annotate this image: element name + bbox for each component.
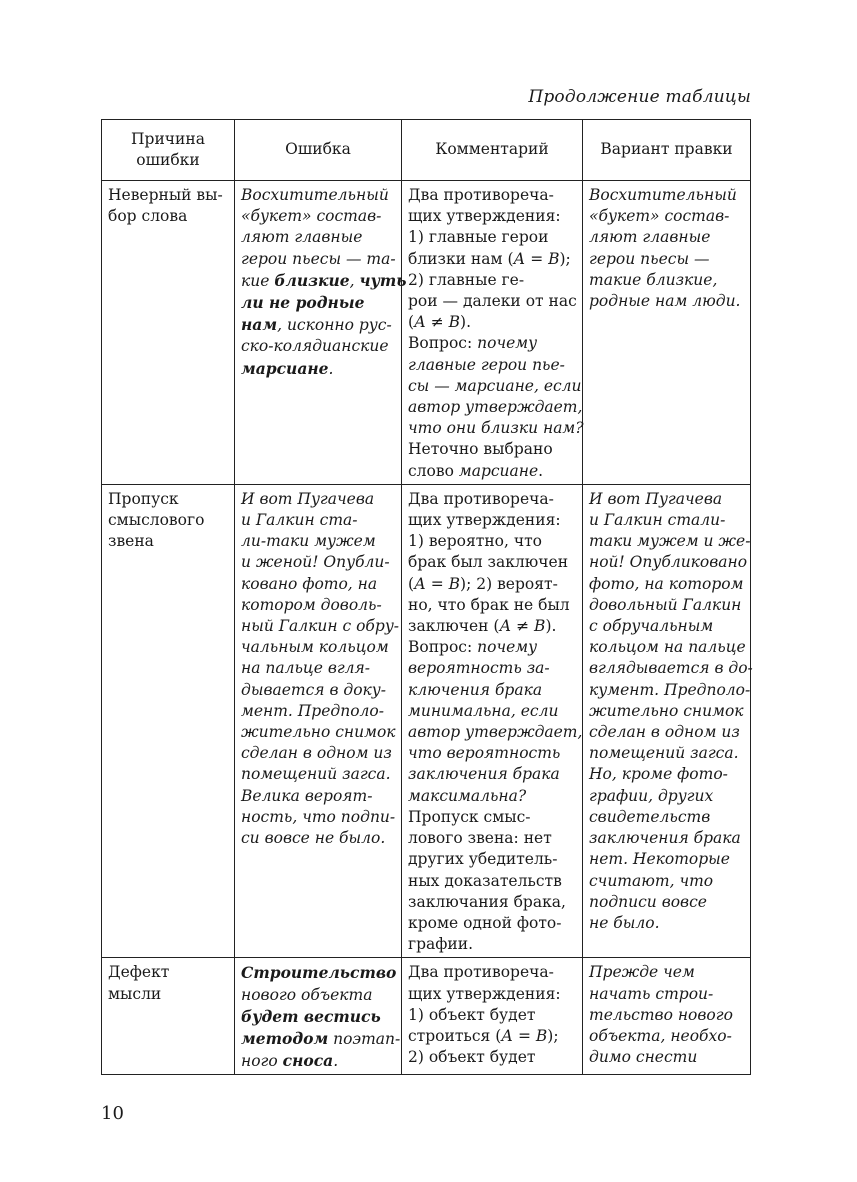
text-line (408, 984, 576, 1005)
text-line (589, 185, 744, 206)
cell-cause (102, 958, 235, 1075)
cell-comment (402, 484, 583, 957)
text-segment: ≠ (425, 313, 449, 332)
text-segment: Два противореча- (408, 963, 554, 982)
text-segment: графии, других (589, 786, 714, 805)
header-fix: Вариант правки (583, 120, 751, 181)
cell-error (235, 958, 402, 1075)
cell-cause (102, 484, 235, 957)
text-segment: ных доказательств (408, 871, 562, 890)
text-segment: сделан в одном из (589, 723, 740, 742)
text-line (408, 291, 576, 312)
text-line (589, 892, 744, 913)
text-segment: что они близки нам? (408, 419, 584, 438)
text-line (408, 616, 576, 637)
text-segment: ); (547, 1026, 559, 1045)
text-segment: . (538, 461, 544, 480)
text-line: Дефект (108, 963, 170, 982)
text-segment: герои пьесы — (589, 249, 710, 268)
text-segment: 1) главные герои (408, 228, 549, 247)
text-line (589, 786, 744, 807)
text-segment: В (535, 1026, 548, 1045)
cell-cause (102, 181, 235, 485)
text-line: звена (108, 532, 154, 551)
text-segment: подписи вовсе (589, 892, 707, 911)
text-segment: , исконно рус- (277, 316, 392, 335)
text-line (241, 595, 395, 616)
text-line (589, 270, 744, 291)
text-segment: «букет» состав- (241, 207, 382, 226)
text-segment: свидетельств (589, 807, 711, 826)
text-segment: кумент. Предполо- (589, 680, 751, 699)
text-line (589, 616, 744, 637)
text-segment: почему (477, 638, 538, 657)
text-line (589, 595, 744, 616)
text-segment: Неточно выбрано (408, 440, 553, 459)
text-line (589, 807, 744, 828)
text-segment: ); 2) вероят- (460, 574, 558, 593)
text-segment: В (448, 574, 461, 593)
text-line (408, 574, 576, 595)
text-line (589, 849, 744, 870)
text-segment: ной! Опубликовано (589, 553, 748, 572)
text-segment: вглядывается в до- (589, 659, 753, 678)
text-line (241, 807, 395, 828)
text-segment: А (513, 249, 526, 268)
text-line (241, 722, 395, 743)
text-line (408, 439, 576, 460)
text-line (589, 552, 748, 573)
text-segment: близки нам ( (408, 249, 514, 268)
cell-error (235, 181, 407, 485)
text-line (408, 1005, 576, 1026)
text-segment: графии. (408, 935, 474, 954)
text-line (589, 722, 744, 743)
text-segment: А (499, 617, 512, 636)
cell-fix (583, 181, 751, 485)
text-line (589, 1047, 744, 1068)
cell-fix (583, 958, 751, 1075)
text-segment: ляют главные (241, 228, 363, 247)
text-line: Неверный вы- (108, 186, 223, 204)
cell-comment (402, 958, 583, 1075)
text-segment: сделан в одном из (241, 744, 392, 763)
text-line (589, 828, 744, 849)
text-segment: Велика вероят- (241, 786, 373, 805)
text-segment: и Галкин ста- (241, 511, 358, 530)
text-segment: Два противореча- (408, 489, 554, 508)
text-line (408, 227, 576, 248)
text-segment: марсиане (458, 461, 539, 480)
text-line (241, 680, 395, 701)
text-segment: ность, что подпи- (241, 807, 396, 826)
text-line (241, 701, 395, 722)
text-segment: Строительство (241, 963, 397, 983)
text-segment: на пальце вгля- (241, 659, 371, 678)
text-line (408, 962, 576, 983)
text-line (241, 185, 395, 206)
text-segment: В (548, 249, 560, 268)
table-row (102, 484, 751, 957)
text-line (589, 249, 744, 270)
text-line (408, 531, 576, 552)
text-segment: ковано фото, на (241, 574, 378, 593)
text-segment: , (349, 271, 360, 290)
text-line (408, 1026, 576, 1047)
text-segment: помещений загса. (241, 765, 391, 784)
text-segment: 1) объект будет (408, 1005, 536, 1024)
text-segment: А (501, 1026, 514, 1045)
text-segment: Прежде чем (589, 963, 695, 982)
text-line (408, 913, 576, 934)
text-line (408, 249, 576, 270)
text-line (589, 1026, 744, 1047)
text-segment: Вопрос: (408, 334, 478, 353)
text-segment: щих утверждения: (408, 984, 561, 1003)
text-line (589, 637, 744, 658)
text-segment: ( (408, 313, 415, 332)
text-line (241, 786, 395, 807)
text-segment: жительно снимок (589, 701, 744, 720)
text-line (408, 355, 576, 376)
text-line (241, 336, 395, 357)
text-line (408, 333, 576, 354)
text-segment: И вот Пугачева (589, 489, 723, 508)
text-line (241, 658, 395, 679)
text-line (408, 934, 576, 955)
text-line (241, 489, 395, 510)
text-segment: 2) объект будет (408, 1048, 536, 1067)
text-line (408, 701, 576, 722)
cell-comment (402, 181, 583, 485)
text-line: мысли (108, 984, 162, 1003)
text-segment: считают, что (589, 871, 714, 890)
text-segment: ляют главные (589, 228, 711, 247)
text-line (408, 461, 576, 482)
text-segment: И вот Пугачева (241, 489, 375, 508)
text-segment: будет вестись (241, 1006, 381, 1026)
text-segment: = (525, 249, 549, 268)
text-segment: вероятность за- (408, 659, 550, 678)
text-line (589, 962, 744, 983)
text-segment: довольный Галкин (589, 595, 742, 614)
text-segment: лового звена: нет (408, 829, 552, 848)
text-line: Пропуск (108, 489, 179, 508)
text-segment: таки мужем и же- (589, 532, 751, 551)
text-segment: и Галкин стали- (589, 511, 726, 530)
text-segment: Восхитительный (589, 186, 737, 204)
text-segment: родные нам люди. (589, 292, 741, 311)
text-line (241, 227, 395, 248)
text-segment: не было. (589, 913, 660, 932)
text-segment: тельство нового (589, 1005, 733, 1024)
text-line (589, 574, 744, 595)
header-error: Ошибка (235, 120, 402, 181)
text-line (241, 206, 395, 227)
page-number: 10 (101, 1103, 124, 1124)
text-segment: В (534, 617, 546, 636)
text-segment: ). (460, 313, 472, 332)
text-segment: кроме одной фото- (408, 913, 562, 932)
text-line (241, 249, 395, 270)
text-segment: 2) главные ге- (408, 270, 525, 289)
text-segment: такие близкие, (589, 270, 718, 289)
text-line (408, 397, 583, 418)
text-segment: А (414, 574, 426, 593)
text-line (241, 510, 395, 531)
text-line (241, 637, 395, 658)
text-segment: ско-колядианские (241, 337, 389, 356)
text-segment: строиться ( (408, 1026, 502, 1045)
text-line (408, 892, 576, 913)
text-line (408, 828, 576, 849)
text-segment: мент. Предполо- (241, 701, 384, 720)
text-segment: щих утверждения: (408, 511, 561, 530)
text-line (241, 292, 395, 314)
text-segment: начать строи- (589, 984, 714, 1003)
text-line (241, 1028, 401, 1050)
text-segment: брак был заключен (408, 553, 569, 572)
text-segment: и женой! Опубли- (241, 553, 390, 572)
text-segment: других убедитель- (408, 850, 558, 869)
text-line (589, 291, 744, 312)
text-segment: рои — далеки от нас (408, 292, 577, 311)
text-line (589, 531, 751, 552)
text-line (589, 489, 744, 510)
text-line (408, 1047, 576, 1068)
errors-table (101, 119, 751, 1075)
text-segment: нет. Некоторые (589, 850, 730, 869)
text-segment: . (333, 1052, 339, 1071)
text-line (589, 680, 751, 701)
text-segment: что вероятность (408, 744, 561, 763)
text-line (408, 595, 576, 616)
text-segment: ≠ (511, 617, 535, 636)
text-segment: объекта, необхо- (589, 1026, 732, 1045)
text-line (241, 270, 407, 292)
text-segment: ли не родные (241, 293, 365, 313)
text-segment: но, что брак не был (408, 595, 570, 614)
text-line (241, 616, 400, 637)
text-segment: си вовсе не было. (241, 829, 386, 848)
text-segment: В (448, 313, 461, 332)
text-segment: котором доволь- (241, 595, 382, 614)
text-segment: нового объекта (241, 985, 373, 1004)
text-segment: . (328, 359, 334, 378)
text-segment: автор утверждает, (408, 723, 583, 742)
text-line (408, 658, 576, 679)
text-segment: «букет» состав- (589, 207, 730, 226)
text-line (408, 764, 576, 785)
text-segment: чуть (359, 270, 407, 290)
text-segment: ( (408, 574, 415, 593)
text-line (589, 206, 744, 227)
text-line (408, 722, 583, 743)
text-segment: максимальна? (408, 786, 527, 805)
text-line (241, 828, 395, 849)
text-segment: 1) вероятно, что (408, 532, 543, 551)
table-row (102, 181, 751, 485)
text-line (408, 510, 576, 531)
table-header-row (102, 120, 751, 181)
text-segment: А (414, 313, 426, 332)
text-line (241, 764, 395, 785)
text-line (408, 489, 576, 510)
text-segment: димо снести (589, 1048, 698, 1067)
text-line (241, 1006, 395, 1028)
header-comment: Комментарий (402, 120, 583, 181)
text-line: бор слова (108, 207, 188, 226)
text-line (408, 270, 576, 291)
text-line (408, 807, 576, 828)
text-segment: Пропуск смыс- (408, 807, 531, 826)
text-line (408, 185, 576, 206)
text-segment: автор утверждает, (408, 398, 583, 417)
text-line (241, 1050, 395, 1072)
text-segment: Восхитительный (241, 186, 389, 204)
text-segment: чальным кольцом (241, 638, 389, 657)
text-line (408, 680, 576, 701)
text-segment: ); (559, 249, 571, 268)
text-segment: заключен ( (408, 617, 500, 636)
text-segment: герои пьесы — та- (241, 249, 396, 268)
text-segment: сы — марсиане, если (408, 376, 582, 395)
text-line (241, 531, 395, 552)
text-line (589, 510, 744, 531)
text-segment: кольцом на пальце (589, 638, 746, 657)
text-segment: минимальна, если (408, 701, 559, 720)
text-line (589, 871, 744, 892)
text-line (241, 314, 395, 336)
text-segment: = (513, 1026, 536, 1045)
text-segment: Два противореча- (408, 186, 554, 204)
text-segment: Вопрос: (408, 638, 478, 657)
text-line (241, 743, 395, 764)
text-segment: нам (241, 315, 278, 335)
text-line (589, 913, 744, 934)
text-segment: сноса (282, 1051, 334, 1071)
text-line (241, 552, 395, 573)
text-segment: заключения брака (589, 829, 741, 848)
text-line (589, 764, 744, 785)
text-line (241, 985, 395, 1006)
text-segment: фото, на котором (589, 574, 744, 593)
text-line: смыслового (108, 511, 205, 530)
text-segment: методом (241, 1028, 329, 1048)
text-line (408, 206, 576, 227)
text-segment: = (425, 574, 449, 593)
text-segment: почему (477, 334, 538, 353)
text-segment: близкие (274, 270, 350, 290)
text-line (408, 376, 582, 397)
text-segment: щих утверждения: (408, 207, 561, 226)
text-segment: жительно снимок (241, 723, 396, 742)
text-segment: слово (408, 461, 459, 480)
text-line (589, 658, 753, 679)
text-segment: заключения брака (408, 765, 560, 784)
text-line (408, 637, 576, 658)
text-segment: с обручальным (589, 617, 714, 636)
text-line (589, 743, 744, 764)
text-line (241, 962, 395, 984)
text-line (589, 227, 744, 248)
text-line (408, 743, 576, 764)
cell-error (235, 484, 402, 957)
text-segment: помещений загса. (589, 744, 739, 763)
text-segment: ). (545, 617, 557, 636)
continuation-label: Продолжение таблицы (528, 87, 751, 107)
header-cause: Причина ошибки (102, 120, 235, 181)
text-line (241, 574, 395, 595)
text-segment: дывается в доку- (241, 680, 387, 699)
text-segment: ли-таки мужем (241, 532, 376, 551)
text-line (408, 849, 576, 870)
text-segment: ный Галкин с обру- (241, 617, 400, 636)
text-segment: марсиане (241, 358, 329, 378)
text-segment: ключения брака (408, 680, 543, 699)
text-line (589, 701, 744, 722)
text-line (589, 1005, 744, 1026)
text-line (408, 418, 584, 439)
text-line (241, 358, 395, 380)
text-segment: поэтап- (328, 1029, 401, 1048)
text-line (408, 552, 576, 573)
text-segment: кие (241, 271, 275, 290)
text-line (589, 984, 744, 1005)
table-row (102, 958, 751, 1075)
text-segment: главные герои пье- (408, 355, 565, 374)
text-segment: Но, кроме фото- (589, 765, 728, 784)
text-line (408, 871, 576, 892)
cell-fix (583, 484, 751, 957)
text-line (408, 312, 576, 333)
text-segment: ного (241, 1052, 283, 1071)
text-line (408, 786, 576, 807)
text-segment: заключания брака, (408, 892, 566, 911)
